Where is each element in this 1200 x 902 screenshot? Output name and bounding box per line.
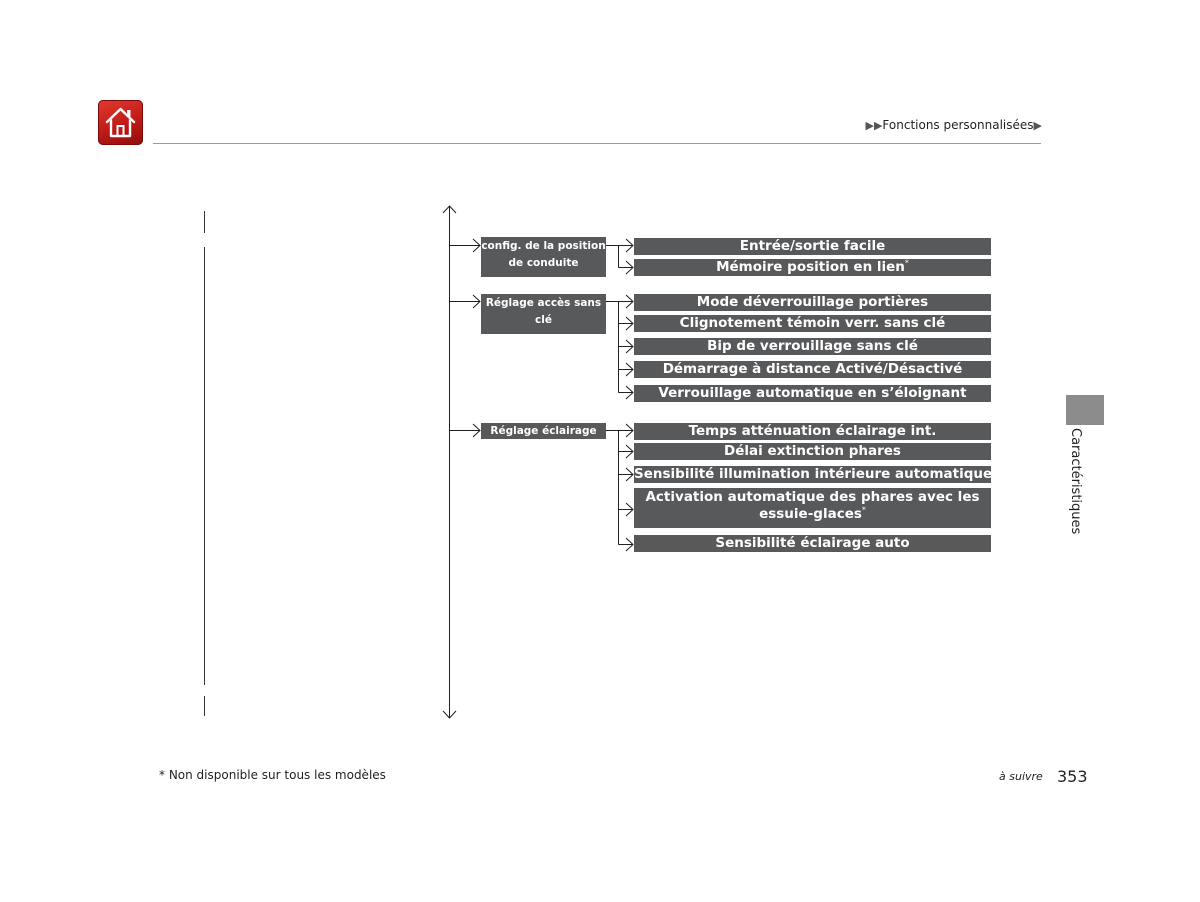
item-auto-interior-illumination-sensitivity[interactable] bbox=[634, 465, 997, 483]
breadcrumb-title: Fonctions personnalisées bbox=[882, 118, 1034, 132]
item-walk-away-auto-lock[interactable] bbox=[634, 385, 991, 402]
item-label: Activation automatique des phares avec les essuie-glaces bbox=[645, 489, 980, 522]
item-label: Clignotement témoin verr. sans clé bbox=[679, 315, 946, 331]
chapter-label-text: Caractéristiques bbox=[1068, 428, 1083, 535]
item-keyless-lock-beep[interactable] bbox=[634, 338, 991, 355]
item-keyless-lock-flash[interactable] bbox=[634, 315, 991, 332]
chapter-label bbox=[1067, 428, 1083, 538]
item-label: Sensibilité éclairage auto bbox=[715, 535, 910, 551]
item-label: Délai extinction phares bbox=[724, 443, 901, 459]
category-lighting[interactable]: Réglage éclairage bbox=[481, 423, 606, 439]
footnote-marker: * bbox=[992, 465, 997, 475]
item-label: Bip de verrouillage sans clé bbox=[707, 338, 918, 354]
item-label: Temps atténuation éclairage int. bbox=[688, 423, 937, 439]
category-driving-position[interactable]: config. de la position de conduite bbox=[481, 237, 606, 277]
item-linked-memory-position[interactable] bbox=[634, 259, 991, 276]
item-label: Verrouillage automatique en s’éloignant bbox=[658, 385, 967, 401]
footnote: * Non disponible sur tous les modèles bbox=[159, 768, 386, 782]
item-auto-light-sensitivity[interactable] bbox=[634, 535, 991, 552]
footnote-marker: * bbox=[861, 505, 866, 515]
item-label: Entrée/sortie facile bbox=[739, 238, 886, 254]
item-label: Démarrage à distance Activé/Désactivé bbox=[662, 361, 963, 377]
item-label: Mémoire position en lien bbox=[716, 259, 905, 275]
item-headlight-off-delay[interactable] bbox=[634, 443, 991, 460]
breadcrumb-arrow-icon: ▶ bbox=[1033, 119, 1042, 132]
item-label: Mode déverrouillage portières bbox=[696, 294, 929, 310]
page-number: 353 bbox=[1057, 767, 1088, 786]
footnote-marker: * bbox=[904, 258, 909, 268]
category-keyless-access[interactable]: Réglage accès sans clé bbox=[481, 294, 606, 334]
continued-label: à suivre bbox=[999, 770, 1043, 783]
item-remote-start-toggle[interactable] bbox=[634, 361, 991, 378]
item-easy-entry-exit[interactable] bbox=[634, 238, 991, 255]
item-label: Sensibilité illumination intérieure automatique bbox=[634, 466, 993, 482]
item-door-unlock-mode[interactable] bbox=[634, 294, 991, 311]
chapter-tab[interactable] bbox=[1066, 395, 1104, 425]
breadcrumb-arrows-icon: ▶▶ bbox=[865, 119, 883, 132]
item-interior-light-dimming-time[interactable] bbox=[634, 423, 991, 440]
item-wiper-auto-headlights[interactable] bbox=[634, 488, 991, 528]
